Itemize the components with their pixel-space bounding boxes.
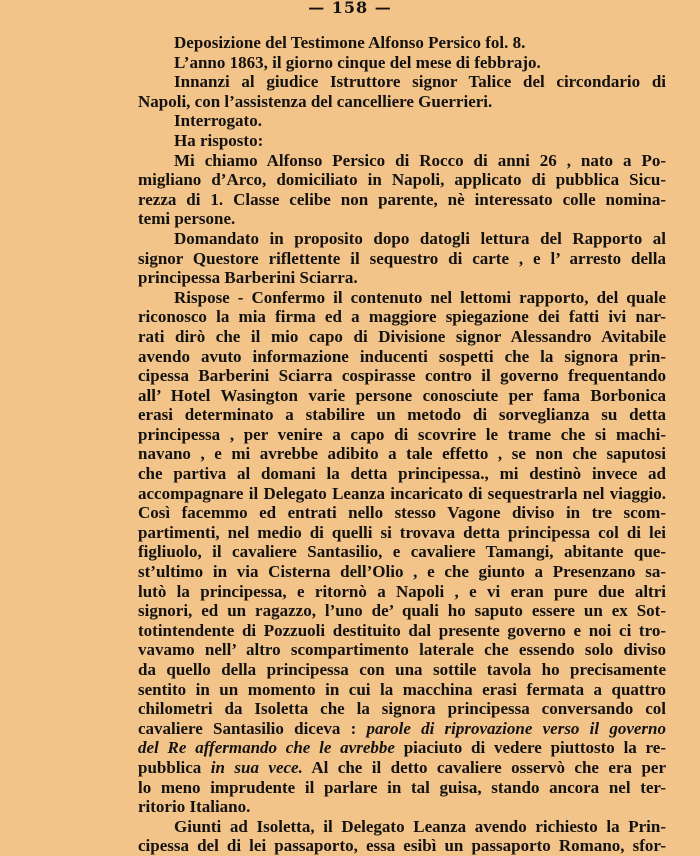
text-line: all’ Hotel Wasington varie persone conosciute per fama Borbonica (138, 385, 666, 405)
text-line: Rispose - Confermo il contenuto nel lettomi rapporto, del quale (174, 287, 666, 307)
text-line: Ha risposto: (174, 130, 264, 150)
deposition-text (138, 33, 666, 856)
text-line: lo meno imprudente il parlare in tal guisa, stando ancora nel ter- (138, 777, 666, 797)
text-line: migliano d’Arco, domiciliato in Napoli, applicato di pubblica Sicu- (138, 170, 666, 190)
text-line: riconosco la mia firma ed a maggiore spiegazione dei fatti ivi nar- (138, 307, 666, 327)
text-line: Così facemmo ed entrati nello stesso Vagone diviso in tre scom- (138, 503, 666, 523)
text-line: da quello della principessa con una sottile tavola ho precisamente (138, 660, 666, 679)
page-number: — 158 — (308, 0, 392, 17)
text-line: pubblica in sua vece. Al che il detto cavaliere osservò che era per (138, 757, 667, 777)
italic-quote: parole di riprovazione verso il governo (366, 718, 666, 738)
text-line: cipessa Barberini Sciarra cospirasse contro il governo frequentando (138, 366, 666, 386)
text-line: navano , e mi avrebbe adibito a tale effetto , se non che saputosi (138, 444, 666, 464)
text-line: cipessa del di lei passaporto, essa esibì un passaporto Romano, sfor- (138, 836, 666, 856)
text-line: avendo avuto informazione inducenti sospetti che la signora prin- (138, 346, 666, 366)
text-line: Innanzi al giudice Istruttore signor Talice del circondario di (174, 72, 666, 92)
text-line: st’ultimo in via Cisterna dell’Olio , e che giunto a Presenzano sa- (138, 562, 666, 582)
text-line: rezza di 1. Classe celibe non parente, nè interessato colle nomina- (138, 189, 666, 209)
text-line: Deposizione del Testimone Alfonso Persico fol. 8. (174, 33, 526, 52)
text-line: principessa , per venire a capo di scovrire le trame che si machi- (138, 424, 666, 444)
text-line: chilometri da Isoletta che la signora principessa conversando col (138, 699, 666, 719)
text-line: che partiva al domani la detta principessa., mi destinò invece ad (138, 464, 666, 484)
text-line: erasi determinato a stabilire un metodo di sorveglianza su detta (138, 405, 666, 425)
italic-quote: del Re affermando che le avrebbe (138, 738, 395, 758)
text-line: accompagnare il Delegato Leanza incaricato di sequestrarla nel viaggio. (138, 483, 666, 503)
text-line: ritorio Italiano. (138, 797, 251, 817)
text-line: signori, ed un ragazzo, l’uno de’ quali ho saputo essere un ex Sot- (138, 601, 666, 621)
text-line: Napoli, con l’assistenza del cancelliere Guerrieri. (138, 91, 493, 111)
text-line: partimenti, nel medio di quelli si trovava detta principessa col di lei (138, 522, 666, 542)
text-line: del Re affermando che le avrebbe piaciuto di vedere piuttosto la re- (138, 738, 667, 758)
text-line: vavamo nell’ altro scompartimento laterale che essendo solo diviso (138, 640, 666, 660)
text-line: rati dirò che il mio capo di Divisione signor Alessandro Avitabile (138, 326, 666, 346)
text-line: Giunti ad Isoletta, il Delegato Leanza avendo richiesto la Prin- (174, 816, 666, 836)
text-line: lutò la principessa, e ritornò a Napoli , e vi eran pure due altri (138, 581, 666, 601)
text-line: signor Questore riflettente il sequestro di carte , e l’ arresto della (138, 248, 666, 268)
text-line: sentito in un momento in cui la macchina erasi fermata a quattro (138, 679, 666, 699)
text-line: principessa Barberini Sciarra. (138, 268, 358, 288)
text-line: L’anno 1863, il giorno cinque del mese di febbrajo. (174, 52, 541, 72)
italic-quote: in sua vece. (210, 757, 303, 777)
text-line: temi persone. (138, 209, 236, 229)
text-line: figliuolo, il cavaliere Santasilio, e cavaliere Tamangi, abitante que- (138, 542, 666, 562)
text-line: Interrogato. (174, 111, 262, 131)
text-line: totintendente di Pozzuoli destituito dal presente governo e noi ci tro- (138, 620, 666, 640)
text-line: cavaliere Santasilio diceva : parole di riprovazione verso il governo (138, 718, 666, 738)
text-line: Mi chiamo Alfonso Persico di Rocco di anni 26 , nato a Po- (174, 150, 666, 170)
text-line: Domandato in proposito dopo datogli lettura del Rapporto al (174, 228, 666, 248)
